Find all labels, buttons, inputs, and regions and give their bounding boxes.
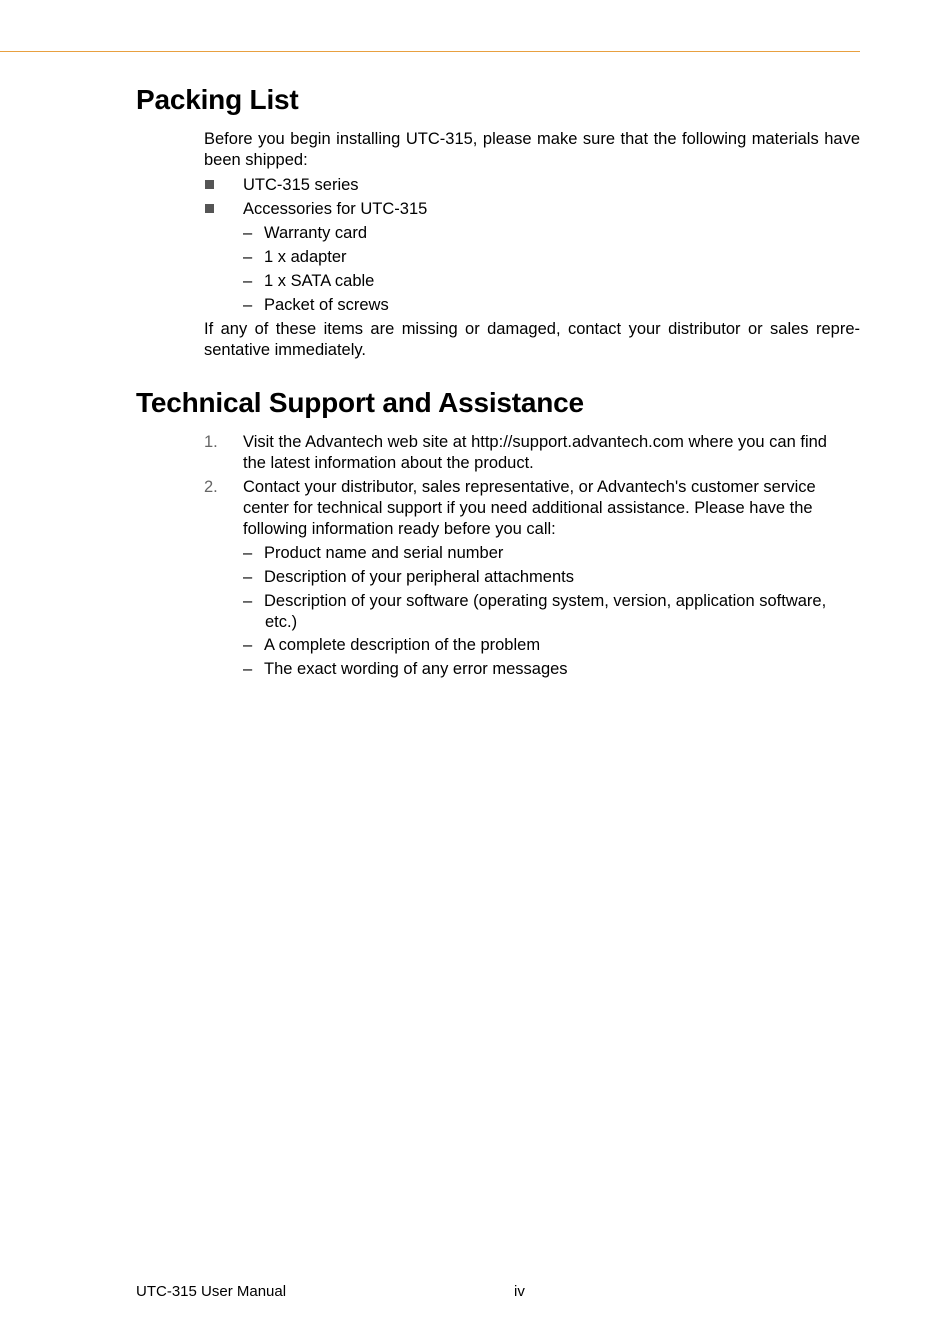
dash-icon: – — [243, 224, 253, 242]
packing-subitem: 1 x adapter — [264, 248, 347, 266]
dash-icon: – — [243, 296, 253, 314]
support-subitem: Description of your peripheral attachments — [264, 568, 574, 586]
square-bullet-icon — [205, 180, 214, 189]
packing-subitem: Packet of screws — [264, 296, 389, 314]
footer-page-number: iv — [514, 1283, 525, 1300]
packing-closing-line: If any of these items are missing or damaged, contact your distributor or sales repre- — [204, 320, 860, 338]
step-text-line: following information ready before you call: — [243, 520, 556, 538]
packing-closing-line: sentative immediately. — [204, 341, 367, 359]
dash-icon: – — [243, 568, 253, 586]
header-rule — [0, 51, 860, 52]
dash-icon: – — [243, 544, 253, 562]
support-subitem-continuation: etc.) — [265, 613, 298, 631]
packing-subitem: Warranty card — [264, 224, 367, 242]
support-subitem: Description of your software (operating system, version, application software, — [264, 592, 827, 610]
dash-icon: – — [243, 272, 253, 290]
step-text-line: the latest information about the product. — [243, 454, 534, 472]
step-number: 2. — [204, 478, 218, 496]
step-number: 1. — [204, 433, 218, 451]
dash-icon: – — [243, 248, 253, 266]
step-text-line: center for technical support if you need additional assistance. Please have the — [243, 499, 813, 517]
technical-support-heading: Technical Support and Assistance — [136, 387, 584, 418]
support-subitem: Product name and serial number — [264, 544, 504, 562]
packing-item: Accessories for UTC-315 — [243, 200, 428, 218]
support-subitem: A complete description of the problem — [264, 636, 541, 654]
packing-subitem: 1 x SATA cable — [264, 272, 375, 290]
packing-list-heading: Packing List — [136, 84, 299, 115]
dash-icon: – — [243, 636, 253, 654]
square-bullet-icon — [205, 204, 214, 213]
step-text-line: Visit the Advantech web site at http://support.advantech.com where you can find — [243, 433, 827, 451]
step-text-line: Contact your distributor, sales representative, or Advantech's customer service — [243, 478, 816, 496]
dash-icon: – — [243, 660, 253, 678]
packing-item: UTC-315 series — [243, 176, 359, 194]
footer-manual-title: UTC-315 User Manual — [136, 1283, 287, 1300]
packing-intro: Before you begin installing UTC-315, please make sure that the following materials have been shipped: — [204, 130, 860, 169]
support-subitem: The exact wording of any error messages — [264, 660, 568, 678]
dash-icon: – — [243, 592, 253, 610]
